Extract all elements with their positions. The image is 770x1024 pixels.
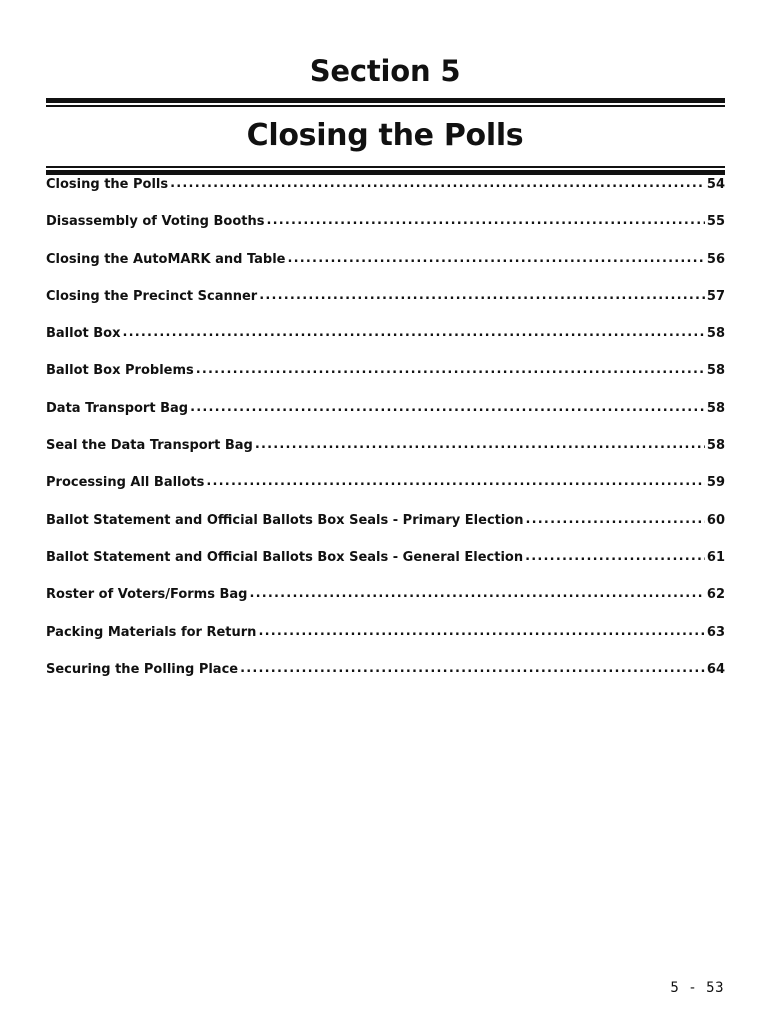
toc-entry-title: Disassembly of Voting Booths: [46, 214, 265, 230]
toc-entry-page: 58: [706, 363, 725, 379]
toc-dot-leader: [240, 658, 705, 680]
toc-dot-leader: [258, 621, 704, 643]
toc-dot-leader: [525, 546, 705, 568]
toc-entry[interactable]: [46, 398, 725, 435]
toc-entry-page: 58: [706, 438, 725, 454]
heading-rule-thin-top: [46, 105, 725, 107]
toc-entry[interactable]: [46, 472, 725, 509]
toc-dot-leader: [196, 359, 705, 381]
toc-dot-leader: [526, 509, 705, 531]
toc-entry-title: Closing the Precinct Scanner: [46, 288, 258, 304]
heading-rule-thick-top: [46, 98, 725, 103]
toc-entry[interactable]: [46, 211, 725, 248]
toc-entry-page: 54: [706, 177, 725, 192]
toc-dot-leader: [190, 397, 705, 419]
page-number: 5 - 53: [670, 980, 724, 996]
section-title: Closing the Polls: [246, 118, 524, 153]
toc-entry-title: Processing All Ballots: [46, 475, 205, 491]
toc-entry[interactable]: [46, 510, 725, 547]
toc-dot-leader: [288, 248, 705, 270]
toc-entry-title: Ballot Statement and Official Ballots Box Seals - General Election: [46, 549, 524, 565]
toc-dot-leader: [249, 583, 704, 605]
toc-entry-page: 58: [706, 400, 725, 416]
toc-dot-leader: [206, 471, 705, 493]
toc-entry-title: Seal the Data Transport Bag: [46, 438, 253, 454]
toc-entry[interactable]: [46, 622, 725, 659]
toc-dot-leader: [170, 173, 705, 195]
toc-entry[interactable]: [46, 659, 725, 696]
toc-entry-page: 60: [706, 512, 725, 528]
toc-entry-page: 62: [706, 587, 725, 603]
toc-entry-title: Ballot Box Problems: [46, 363, 194, 379]
toc-entry-title: Data Transport Bag: [46, 400, 189, 416]
toc-entry-title: Roster of Voters/Forms Bag: [46, 587, 248, 603]
toc-entry-page: 64: [706, 661, 725, 677]
toc-entry-page: 61: [706, 549, 725, 565]
toc-entry-title: Packing Materials for Return: [46, 624, 257, 640]
toc-entry-title: Closing the Polls: [46, 177, 169, 192]
title-rule-thin-bottom: [46, 166, 725, 168]
toc-entry-page: 59: [706, 475, 725, 491]
toc-entry-page: 55: [706, 214, 725, 230]
toc-entry-page: 63: [706, 624, 725, 640]
section-heading: Section 5: [309, 54, 461, 88]
toc-entry-title: Closing the AutoMARK and Table: [46, 251, 286, 267]
toc-entry-title: Ballot Box: [46, 326, 121, 342]
toc-entry[interactable]: [46, 360, 725, 397]
toc-entry-title: Ballot Statement and Official Ballots Box Seals - Primary Election: [46, 512, 524, 528]
toc-entry[interactable]: [46, 174, 725, 211]
toc-dot-leader: [123, 322, 705, 344]
toc-entry[interactable]: [46, 547, 725, 584]
toc-entry[interactable]: [46, 435, 725, 472]
toc-entry-title: Securing the Polling Place: [46, 661, 239, 677]
toc-entry[interactable]: [46, 323, 725, 360]
toc-entry-page: 57: [706, 288, 725, 304]
toc-entry-page: 56: [706, 251, 725, 267]
toc-dot-leader: [267, 210, 705, 232]
toc-entry[interactable]: [46, 249, 725, 286]
toc-dot-leader: [255, 434, 705, 456]
toc-dot-leader: [259, 285, 705, 307]
toc-entry[interactable]: [46, 286, 725, 323]
toc-entry-page: 58: [706, 326, 725, 342]
toc-entry[interactable]: [46, 584, 725, 621]
table-of-contents: [46, 174, 725, 696]
